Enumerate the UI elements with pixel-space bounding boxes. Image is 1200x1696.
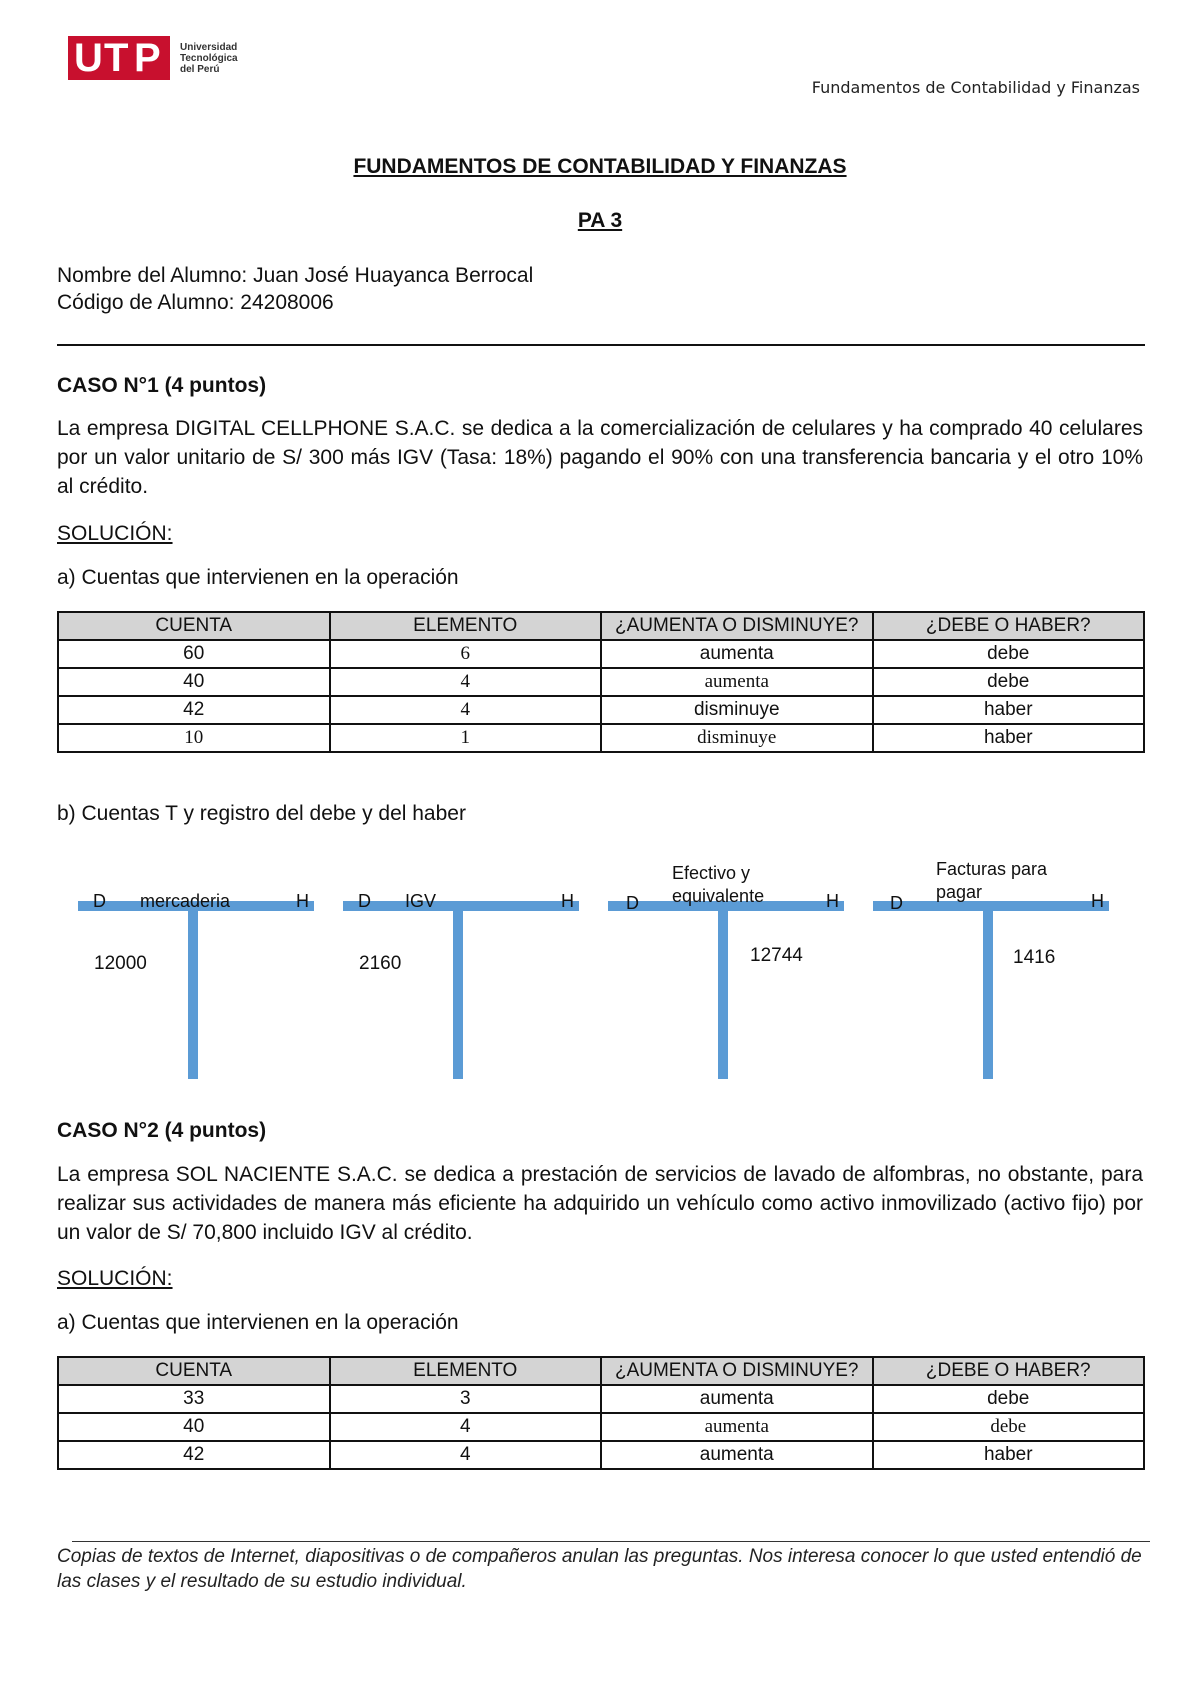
student-info xyxy=(57,262,533,316)
logo-letter: T xyxy=(104,35,139,80)
cell-debe-haber: debe xyxy=(873,1385,1145,1413)
cell-debe-haber: debe xyxy=(873,1413,1145,1441)
table-row xyxy=(58,696,1144,724)
footer-divider xyxy=(72,1541,1150,1542)
cell-aumenta: aumenta xyxy=(601,1441,873,1469)
case2-part-a: a) Cuentas que intervienen en la operación xyxy=(57,1311,459,1334)
header-cuenta: CUENTA xyxy=(58,1357,330,1385)
logo-line: del Perú xyxy=(180,63,220,75)
t-account-efectivo xyxy=(608,855,848,1085)
logo-line: Universidad xyxy=(180,41,238,53)
table-header-row xyxy=(58,1357,1144,1385)
case1-part-a: a) Cuentas que intervienen en la operación xyxy=(57,566,459,589)
t-debit-value: 2160 xyxy=(359,953,402,974)
t-debit-label: D xyxy=(358,891,371,911)
cell-cuenta: 40 xyxy=(58,668,330,696)
t-credit-label: H xyxy=(826,891,839,911)
table-row xyxy=(58,668,1144,696)
case2-accounts-table xyxy=(57,1356,1145,1470)
case2-title: CASO N°2 (4 puntos) xyxy=(57,1119,267,1142)
case1-part-b: b) Cuentas T y registro del debe y del haber xyxy=(57,802,466,825)
logo-mark xyxy=(68,36,170,80)
student-name: Nombre del Alumno: Juan José Huayanca Berrocal xyxy=(57,264,534,287)
t-debit-label: D xyxy=(890,893,903,913)
cell-cuenta: 40 xyxy=(58,1413,330,1441)
t-account-vertical-bar xyxy=(983,901,993,1079)
case2-solution-label: SOLUCIÓN: xyxy=(57,1267,173,1290)
student-code: Código de Alumno: 24208006 xyxy=(57,291,334,314)
cell-cuenta: 33 xyxy=(58,1385,330,1413)
case2-statement: La empresa SOL NACIENTE S.A.C. se dedica a prestación de servicios de lavado de alfombras, no obstante, para realizar sus actividades de manera más eficiente ha adquirido un vehículo como activo inmovilizado (activo fijo) por un valor de S/ 70,800 incluido IGV al crédito. xyxy=(57,1163,1143,1244)
table-row xyxy=(58,640,1144,668)
t-account-name: IGV xyxy=(405,891,437,911)
cell-cuenta: 10 xyxy=(58,724,330,752)
logo-line: Tecnológica xyxy=(180,52,238,64)
cell-cuenta: 60 xyxy=(58,640,330,668)
header-aumenta: ¿AUMENTA O DISMINUYE? xyxy=(601,1357,873,1385)
t-account-vertical-bar xyxy=(718,901,728,1079)
case1-statement: La empresa DIGITAL CELLPHONE S.A.C. se dedica a la comercialización de celulares y ha comprado 40 celulares por un valor unitario de S/ 300 más IGV (Tasa: 18%) pagando el 90% con una transferencia bancaria y el otro 10% al crédito. xyxy=(57,417,1143,498)
case1-accounts-table xyxy=(57,611,1145,753)
t-credit-label: H xyxy=(561,891,574,911)
cell-debe-haber: haber xyxy=(873,1441,1145,1469)
header-elemento: ELEMENTO xyxy=(330,1357,602,1385)
utp-logo xyxy=(68,36,238,80)
table-row xyxy=(58,724,1144,752)
cell-elemento: 6 xyxy=(330,640,602,668)
case1-solution-label: SOLUCIÓN: xyxy=(57,522,173,545)
cell-aumenta: disminuye xyxy=(601,696,873,724)
header-debe-haber: ¿DEBE O HABER? xyxy=(873,1357,1145,1385)
table-row xyxy=(58,1441,1144,1469)
t-account-name: Efectivo y equivalente xyxy=(672,863,765,906)
table-row xyxy=(58,1385,1144,1413)
cell-debe-haber: debe xyxy=(873,668,1145,696)
cell-aumenta: aumenta xyxy=(601,1413,873,1441)
cell-elemento: 3 xyxy=(330,1385,602,1413)
t-account-vertical-bar xyxy=(188,901,198,1079)
divider xyxy=(57,344,1145,346)
t-account-igv xyxy=(343,855,583,1085)
cell-elemento: 1 xyxy=(330,724,602,752)
cell-debe-haber: haber xyxy=(873,696,1145,724)
cell-debe-haber: debe xyxy=(873,640,1145,668)
cell-cuenta: 42 xyxy=(58,696,330,724)
cell-aumenta: aumenta xyxy=(601,640,873,668)
cell-elemento: 4 xyxy=(330,668,602,696)
table-row xyxy=(58,1413,1144,1441)
cell-cuenta: 42 xyxy=(58,1441,330,1469)
document-subtitle: PA 3 xyxy=(577,209,623,232)
cell-aumenta: disminuye xyxy=(601,724,873,752)
t-debit-label: D xyxy=(626,893,639,913)
header-elemento: ELEMENTO xyxy=(330,612,602,640)
t-account-name: mercaderia xyxy=(140,891,231,911)
t-account-vertical-bar xyxy=(453,901,463,1079)
cell-elemento: 4 xyxy=(330,696,602,724)
cell-elemento: 4 xyxy=(330,1441,602,1469)
cell-debe-haber: haber xyxy=(873,724,1145,752)
t-account-name: Facturas para pagar xyxy=(936,859,1048,902)
t-credit-value: 1416 xyxy=(1013,947,1056,968)
t-account-facturas xyxy=(873,855,1113,1085)
t-debit-label: D xyxy=(93,891,106,911)
footer-note: Copias de textos de Internet, diapositivas o de compañeros anulan las preguntas. Nos interesa conocer lo que usted entendió de las clases y el resultado de su estudio individual. xyxy=(57,1546,1142,1592)
course-header: Fundamentos de Contabilidad y Finanzas xyxy=(811,78,1140,97)
logo-wordmark xyxy=(180,42,238,75)
cell-aumenta: aumenta xyxy=(601,1385,873,1413)
header-cuenta: CUENTA xyxy=(58,612,330,640)
logo-letter: P xyxy=(134,35,171,80)
header-debe-haber: ¿DEBE O HABER? xyxy=(873,612,1145,640)
cell-elemento: 4 xyxy=(330,1413,602,1441)
case1-title: CASO N°1 (4 puntos) xyxy=(57,374,267,397)
t-credit-label: H xyxy=(1091,891,1104,911)
t-credit-value: 12744 xyxy=(750,945,803,966)
table-header-row xyxy=(58,612,1144,640)
cell-aumenta: aumenta xyxy=(601,668,873,696)
document-title: FUNDAMENTOS DE CONTABILIDAD Y FINANZAS xyxy=(353,155,847,178)
t-credit-label: H xyxy=(296,891,309,911)
header-aumenta: ¿AUMENTA O DISMINUYE? xyxy=(601,612,873,640)
logo-letter: U xyxy=(74,35,113,80)
t-debit-value: 12000 xyxy=(94,953,147,974)
t-account-mercaderia xyxy=(78,855,318,1085)
